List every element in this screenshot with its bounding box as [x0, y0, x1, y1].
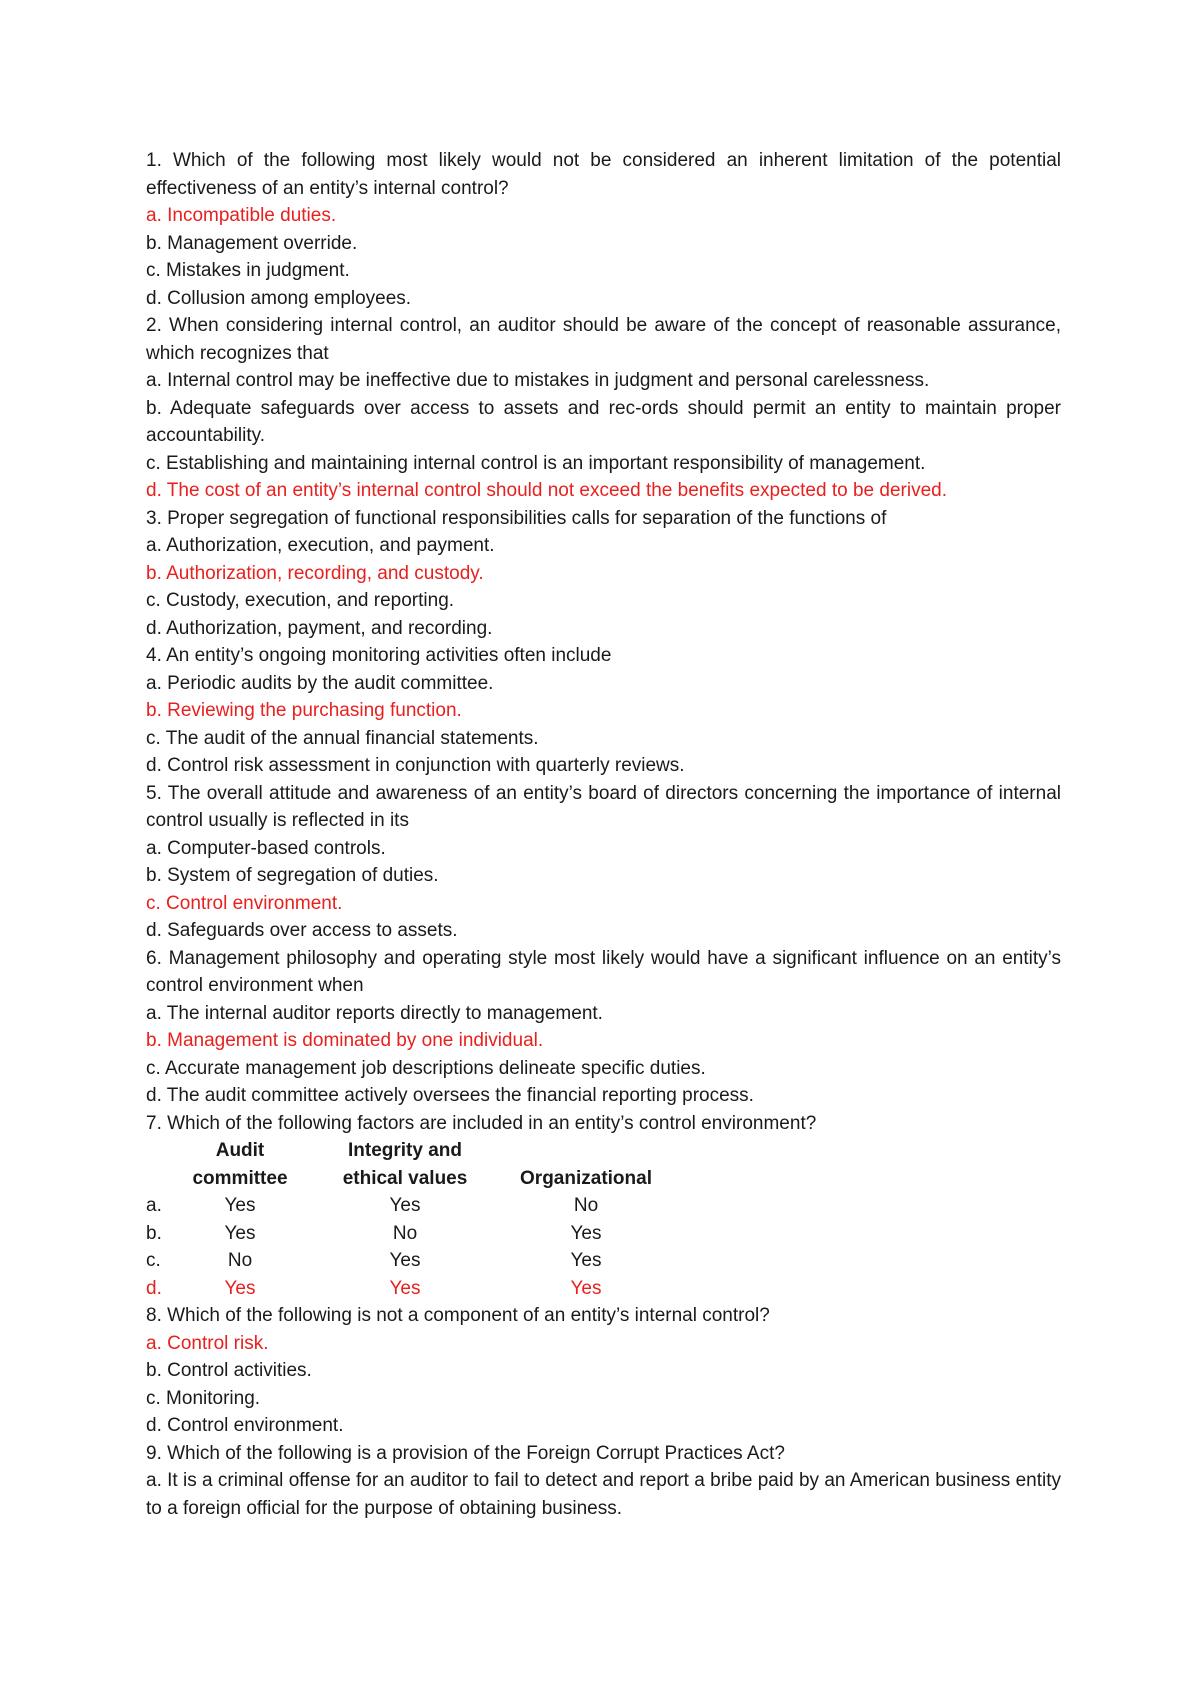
question-6-stem: 6. Management philosophy and operating style most likely would have a significant influence on an entity’s control environment when [146, 947, 1061, 996]
question-4-option-b-answer: b. Reviewing the purchasing function. [146, 700, 462, 721]
row-a-audit: Yes [224, 1195, 256, 1216]
header-audit-line2: committee [192, 1167, 288, 1189]
question-9-option-a: a. It is a criminal offense for an auditor to fail to detect and report a bribe paid by an American business entity to a foreign official for the purpose of obtaining business. [146, 1470, 1061, 1519]
question-6-option-a: a. The internal auditor reports directly to management. [146, 1002, 603, 1024]
question-5-stem: 5. The overall attitude and awareness of an entity’s board of directors concerning the importance of internal control usually is reflected in its [146, 782, 1061, 831]
row-d-integrity-answer: Yes [389, 1277, 421, 1299]
question-3-option-a: a. Authorization, execution, and payment. [146, 535, 495, 556]
question-list [146, 147, 1061, 1522]
header-audit-committee [190, 1137, 290, 1192]
row-a-integrity: Yes [389, 1195, 421, 1216]
row-c-audit: No [227, 1250, 253, 1271]
question-4-option-d: d. Control risk assessment in conjunction with quarterly reviews. [146, 755, 685, 776]
row-d-label-answer: d. [146, 1277, 162, 1299]
question-6-option-d: d. The audit committee actively oversees the financial reporting process. [146, 1085, 754, 1106]
question-3-stem: 3. Proper segregation of functional responsibilities calls for separation of the functions of [146, 507, 887, 529]
question-6-option-c: c. Accurate management job descriptions delineate specific duties. [146, 1057, 706, 1079]
row-c-label: c. [146, 1250, 161, 1271]
question-2-option-c: c. Establishing and maintaining internal control is an important responsibility of management. [146, 452, 926, 474]
question-5-option-a: a. Computer-based controls. [146, 837, 386, 859]
row-c-org: Yes [570, 1250, 602, 1271]
question-2-option-d-answer: d. The cost of an entity’s internal control should not exceed the benefits expected to be derived. [146, 480, 947, 501]
question-1-option-d: d. Collusion among employees. [146, 287, 412, 309]
question-5-option-d: d. Safeguards over access to assets. [146, 920, 458, 941]
question-3-option-d: d. Authorization, payment, and recording. [146, 617, 493, 639]
question-2-option-b: b. Adequate safeguards over access to assets and rec-ords should permit an entity to maintain proper accountability. [146, 397, 1061, 446]
question-2-stem: 2. When considering internal control, an auditor should be aware of the concept of reasonable assurance, which recognizes that [146, 315, 1061, 364]
question-9-stem: 9. Which of the following is a provision of the Foreign Corrupt Practices Act? [146, 1442, 785, 1464]
question-3-option-b-answer: b. Authorization, recording, and custody. [146, 562, 484, 584]
question-5-option-b: b. System of segregation of duties. [146, 865, 439, 886]
question-3-option-c: c. Custody, execution, and reporting. [146, 590, 455, 611]
question-8-stem: 8. Which of the following is not a component of an entity’s internal control? [146, 1305, 770, 1326]
question-1-option-c: c. Mistakes in judgment. [146, 260, 350, 281]
question-2-option-a: a. Internal control may be ineffective due to mistakes in judgment and personal carelessness. [146, 370, 930, 391]
question-6-option-b-answer: b. Management is dominated by one individual. [146, 1030, 544, 1051]
question-4-option-c: c. The audit of the annual financial statements. [146, 727, 539, 749]
row-b-integrity: No [392, 1222, 418, 1244]
header-organizational: Organizational [520, 1167, 652, 1189]
question-1-stem: 1. Which of the following most likely would not be considered an inherent limitation of the potential effectiveness of an entity’s internal control? [146, 150, 1061, 199]
question-8-option-b: b. Control activities. [146, 1360, 312, 1381]
question-1-option-b: b. Management override. [146, 232, 358, 254]
row-b-org: Yes [570, 1222, 602, 1244]
question-8-option-d: d. Control environment. [146, 1415, 344, 1436]
header-audit-line1: Audit [215, 1140, 265, 1161]
row-a-label: a. [146, 1195, 162, 1216]
row-d-org-answer: Yes [570, 1277, 602, 1299]
row-c-integrity: Yes [389, 1250, 421, 1271]
header-integrity-line1: Integrity and [347, 1140, 462, 1161]
question-4-option-a: a. Periodic audits by the audit committee. [146, 672, 494, 694]
question-7-factor-table [146, 1137, 1061, 1302]
question-7-stem: 7. Which of the following factors are included in an entity’s control environment? [146, 1112, 817, 1134]
header-integrity-ethical-values [330, 1137, 480, 1192]
row-a-org: No [573, 1195, 599, 1216]
question-8-option-c: c. Monitoring. [146, 1387, 261, 1409]
question-8-option-a-answer: a. Control risk. [146, 1332, 269, 1354]
header-integrity-line2: ethical values [342, 1167, 468, 1189]
row-d-audit-answer: Yes [224, 1277, 256, 1299]
row-b-label: b. [146, 1222, 162, 1244]
row-b-audit: Yes [224, 1222, 256, 1244]
question-4-stem: 4. An entity’s ongoing monitoring activities often include [146, 645, 612, 666]
question-5-option-c-answer: c. Control environment. [146, 892, 343, 914]
question-1-option-a-answer: a. Incompatible duties. [146, 205, 337, 226]
